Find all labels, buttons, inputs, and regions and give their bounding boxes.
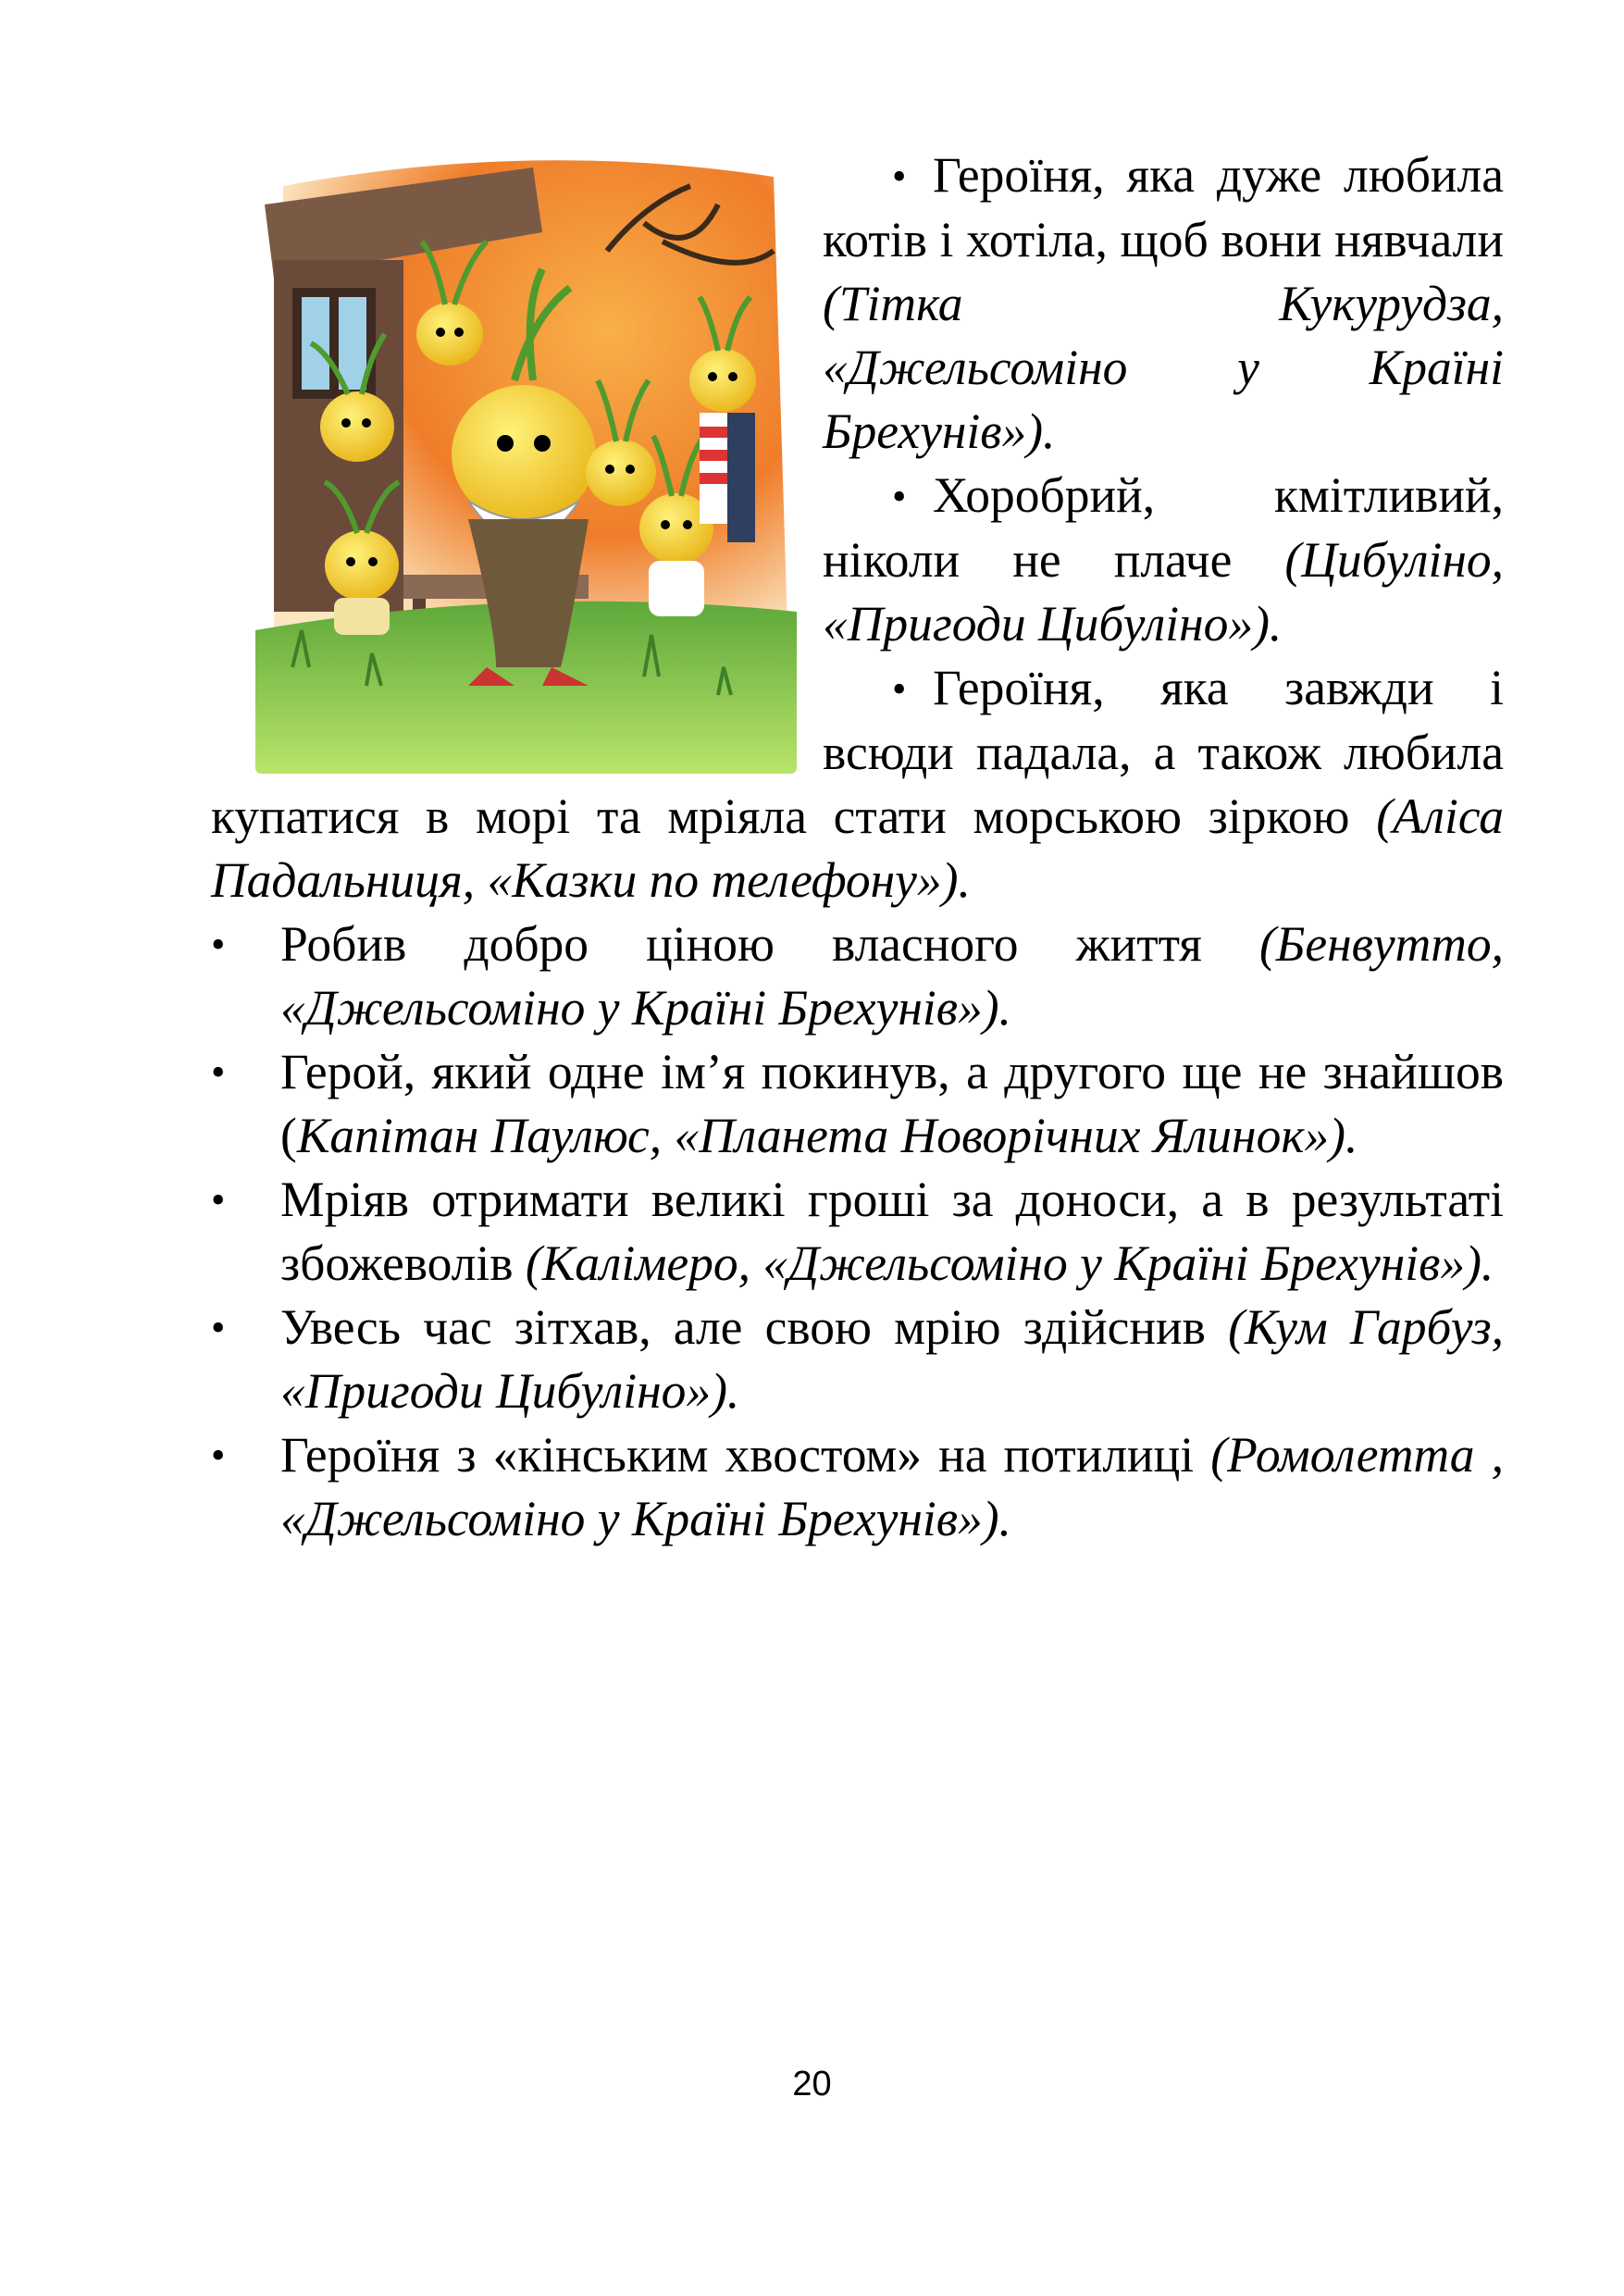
- item-citation: (Аліса Падальниця, «Казки по телефону»).: [211, 788, 1504, 908]
- bullet-icon: •: [892, 154, 907, 199]
- item-text: Увесь час зітхав, але свою мрію здійснив: [280, 1299, 1229, 1355]
- item-text: Героїня з «кінським хвостом» на потилиці: [280, 1427, 1211, 1483]
- bullet-icon: •: [892, 474, 907, 519]
- item-citation: (Калімеро, «Джельсоміно у Країні Брехунів»).: [525, 1235, 1494, 1291]
- list-item: [211, 1040, 1504, 1168]
- item-citation: (Тітка Кукурудза, «Джельсоміно у Країні Брехунів»).: [823, 276, 1504, 459]
- item-text: Героїня, яка дуже любила котів і хотіла, щоб вони нявчали: [823, 147, 1504, 267]
- item-citation: (Цибуліно, «Пригоди Цибуліно»).: [823, 532, 1504, 652]
- item-text: Мріяв отримати великі гроші за доноси, а в результаті збожеволів: [280, 1172, 1504, 1291]
- list-item: [211, 1296, 1504, 1423]
- item-text: Герой, який одне ім’я покинув, а другого ще не знайшов (: [280, 1044, 1504, 1163]
- item-citation: Капітан Паулюс, «Планета Новорічних Ялинок»).: [296, 1108, 1358, 1163]
- bullet-icon: •: [211, 1433, 226, 1478]
- page-number: 20: [792, 2065, 832, 2104]
- item-citation: (Бенвутто, «Джельсоміно у Країні Брехунів»).: [280, 916, 1504, 1036]
- bullet-icon: •: [211, 1177, 226, 1222]
- item-citation: (Кум Гарбуз, «Пригоди Цибуліно»).: [280, 1299, 1504, 1419]
- bullet-list: [211, 912, 1504, 1551]
- bullet-icon: •: [211, 922, 226, 967]
- item-text: Героїня, яка завжди і всюди падала, а також любила купатися в морі та мріяла стати морською зіркою: [211, 660, 1504, 844]
- item-citation: (Ромолетта , «Джельсоміно у Країні Брехунів»).: [280, 1427, 1504, 1546]
- list-item: [211, 1423, 1504, 1551]
- list-item: [211, 1168, 1504, 1296]
- illustration-drawing: [255, 149, 797, 774]
- onion-characters-illustration: [255, 149, 797, 774]
- item-text: Хоробрий, кмітливий, ніколи не плаче: [823, 467, 1504, 588]
- bullet-icon: •: [892, 666, 907, 712]
- bullet-icon: •: [211, 1305, 226, 1350]
- list-item: [211, 912, 1504, 1040]
- item-text: Робив добро ціною власного життя: [280, 916, 1259, 972]
- page-content: [211, 143, 1504, 1551]
- bullet-icon: •: [211, 1049, 226, 1095]
